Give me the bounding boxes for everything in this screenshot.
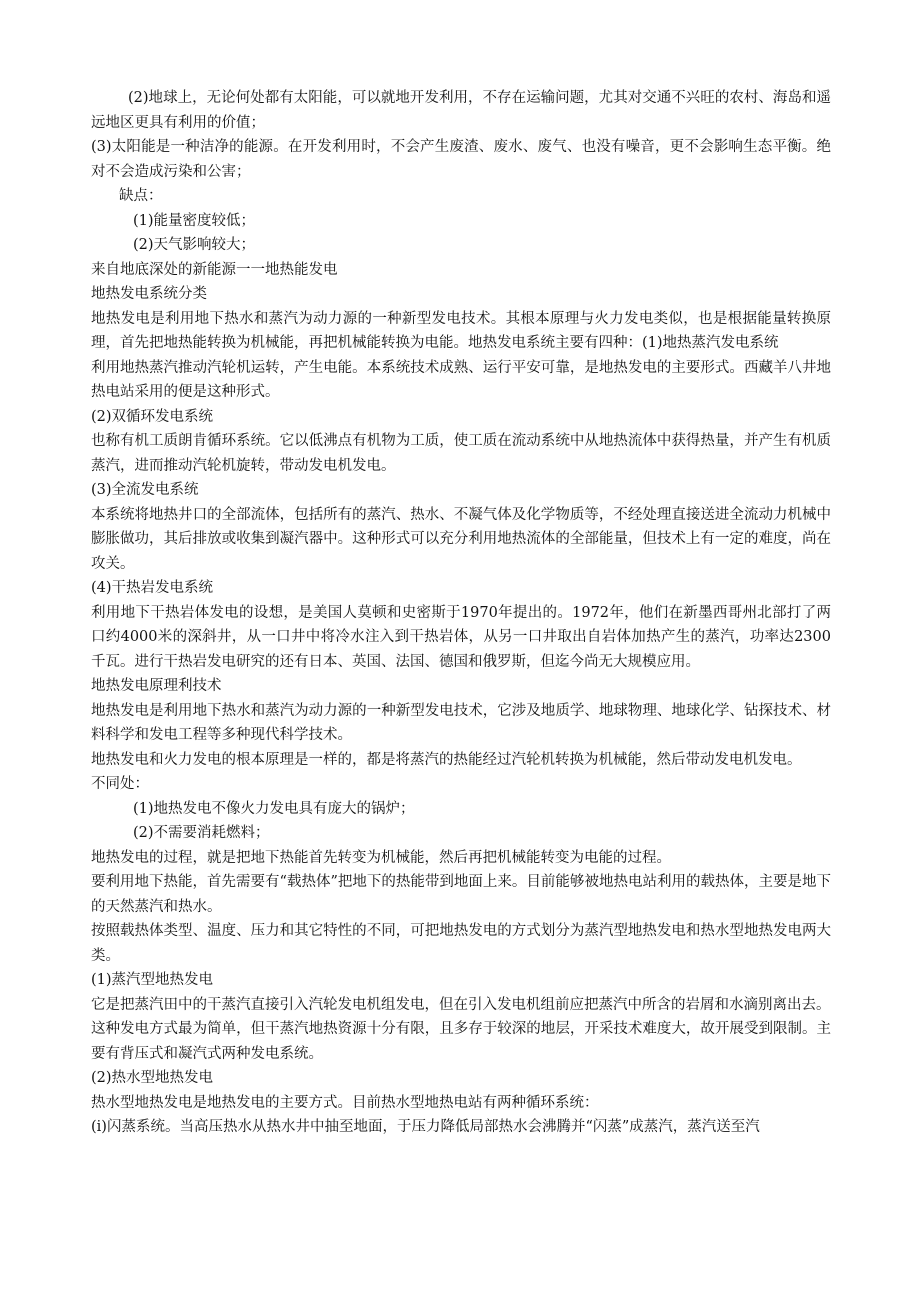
paragraph-hot-dry-rock: 利用地下干热岩体发电的设想，是美国人莫顿和史密斯于1970年提出的。1972年，他们在新墨西哥州北部打了两口约4000米的深斜井，从一口井中将冷水注入到干热岩体，从另一口井取出自岩体加热产生的蒸汽，功率达2300千瓦。进行干热岩发电研究的还有日本、英国、法国、德国和俄罗斯，但迄今尚无大规模应用。 (91, 604, 831, 670)
paragraph-flash-system: (i)闪蒸系统。当高压热水从热水井中抽至地面，于压力降低局部热水会沸腾并“闪蒸”成蒸汽，蒸汽送至汽 (91, 1119, 760, 1135)
heading-system-classification: 地热发电系统分类 (91, 286, 207, 302)
section-title-geothermal: 来自地底深处的新能源一一地热能发电 (91, 261, 338, 278)
paragraph-hot-water-type: 热水型地热发电是地热发电的主要方式。目前热水型地热电站有两种循环系统： (91, 1094, 599, 1111)
heading-binary-cycle: (2)双循环发电系统 (91, 408, 214, 425)
paragraph-principle-intro: 地热发电是利用地下热水和蒸汽为动力源的一种新型发电技术，它涉及地质学、地球物理、地球化学、钻探技术、材料科学和发电工程等多种现代科学技术。 (91, 702, 831, 743)
list-item-difference-2: (2)不需要消耗燃料； (133, 825, 270, 841)
document-body (91, 86, 831, 1140)
heading-hot-water-type: (2)热水型地热发电 (91, 1070, 214, 1086)
paragraph-binary-cycle: 也称有机工质朗肯循环系统。它以低沸点有机物为工质，使工质在流动系统中从地热流体中获得热量，并产生有机质蒸汽，进而推动汽轮机旋转，带动发电机发电。 (91, 433, 831, 474)
list-item-disadvantage-1: (1)能量密度较低； (133, 212, 256, 229)
list-item-difference-1: (1)地热发电不像火力发电具有庞大的锅炉； (133, 800, 415, 817)
heading-steam-type: (1)蒸汽型地热发电 (91, 972, 214, 988)
paragraph-total-flow: 本系统将地热井口的全部流体，包括所有的蒸汽、热水、不凝气体及化学物质等，不经处理直接送进全流动力机械中膨胀做功，其后排放或收集到凝汽器中。这种形式可以充分利用地热流体的全部能量，但技术上有一定的难度，尚在攻关。 (91, 506, 831, 572)
paragraph-principle-compare: 地热发电和火力发电的根本原理是一样的，都是将蒸汽的热能经过汽轮机转换为机械能，然后带动发电机发电。 (91, 751, 802, 768)
paragraph-steam-type-limits: 这种发电方式最为简单，但干蒸汽地热资源十分有限，且多存于较深的地层，开采技术难度大，故开展受到限制。主要有背压式和凝汽式两种发电系统。 (91, 1021, 831, 1062)
paragraph-geothermal-intro: 地热发电是利用地下热水和蒸汽为动力源的一种新型发电技术。其根本原理与火力发电类似，也是根据能量转换原理，首先把地热能转换为机械能，再把机械能转换为电能。地热发电系统主要有四种：(1)地热蒸汽发电系统 (91, 310, 831, 351)
heading-principle-technology: 地热发电原理利技术 (91, 678, 222, 694)
paragraph-solar-advantage-3: (3)太阳能是一种洁净的能源。在开发利用时，不会产生废渣、废水、废气、也没有噪音，更不会影响生态平衡。绝对不会造成污染和公害； (91, 139, 831, 180)
paragraph-solar-advantage-2: (2)地球上，无论何处都有太阳能，可以就地开发利用，不存在运输问题，尤其对交通不兴旺的农村、海岛和遥远地区更具有利用的价值； (91, 90, 831, 131)
heading-total-flow: (3)全流发电系统 (91, 482, 199, 498)
paragraph-steam-type: 它是把蒸汽田中的干蒸汽直接引入汽轮发电机组发电，但在引入发电机组前应把蒸汽中所含的岩屑和水滴别离出去。 (91, 996, 831, 1013)
paragraph-classification-types: 按照载热体类型、温度、压力和其它特性的不同，可把地热发电的方式划分为蒸汽型地热发电和热水型地热发电两大类。 (91, 923, 831, 964)
paragraph-steam-system: 利用地热蒸汽推动汽轮机运转，产生电能。本系统技术成熟、运行平安可靠，是地热发电的主要形式。西藏羊八井地热电站采用的便是这种形式。 (91, 359, 831, 400)
paragraph-process: 地热发电的过程，就是把地下热能首先转变为机械能，然后再把机械能转变为电能的过程。 (91, 849, 671, 866)
heading-differences: 不同处： (91, 776, 149, 792)
heading-hot-dry-rock: (4)干热岩发电系统 (91, 580, 214, 596)
heading-disadvantages: 缺点： (119, 188, 163, 204)
list-item-disadvantage-2: (2)天气影响较大； (133, 237, 256, 253)
paragraph-heat-carrier: 要利用地下热能，首先需要有“载热体”把地下的热能带到地面上来。目前能够被地热电站利用的载热体，主要是地下的天然蒸汽和热水。 (91, 874, 831, 915)
